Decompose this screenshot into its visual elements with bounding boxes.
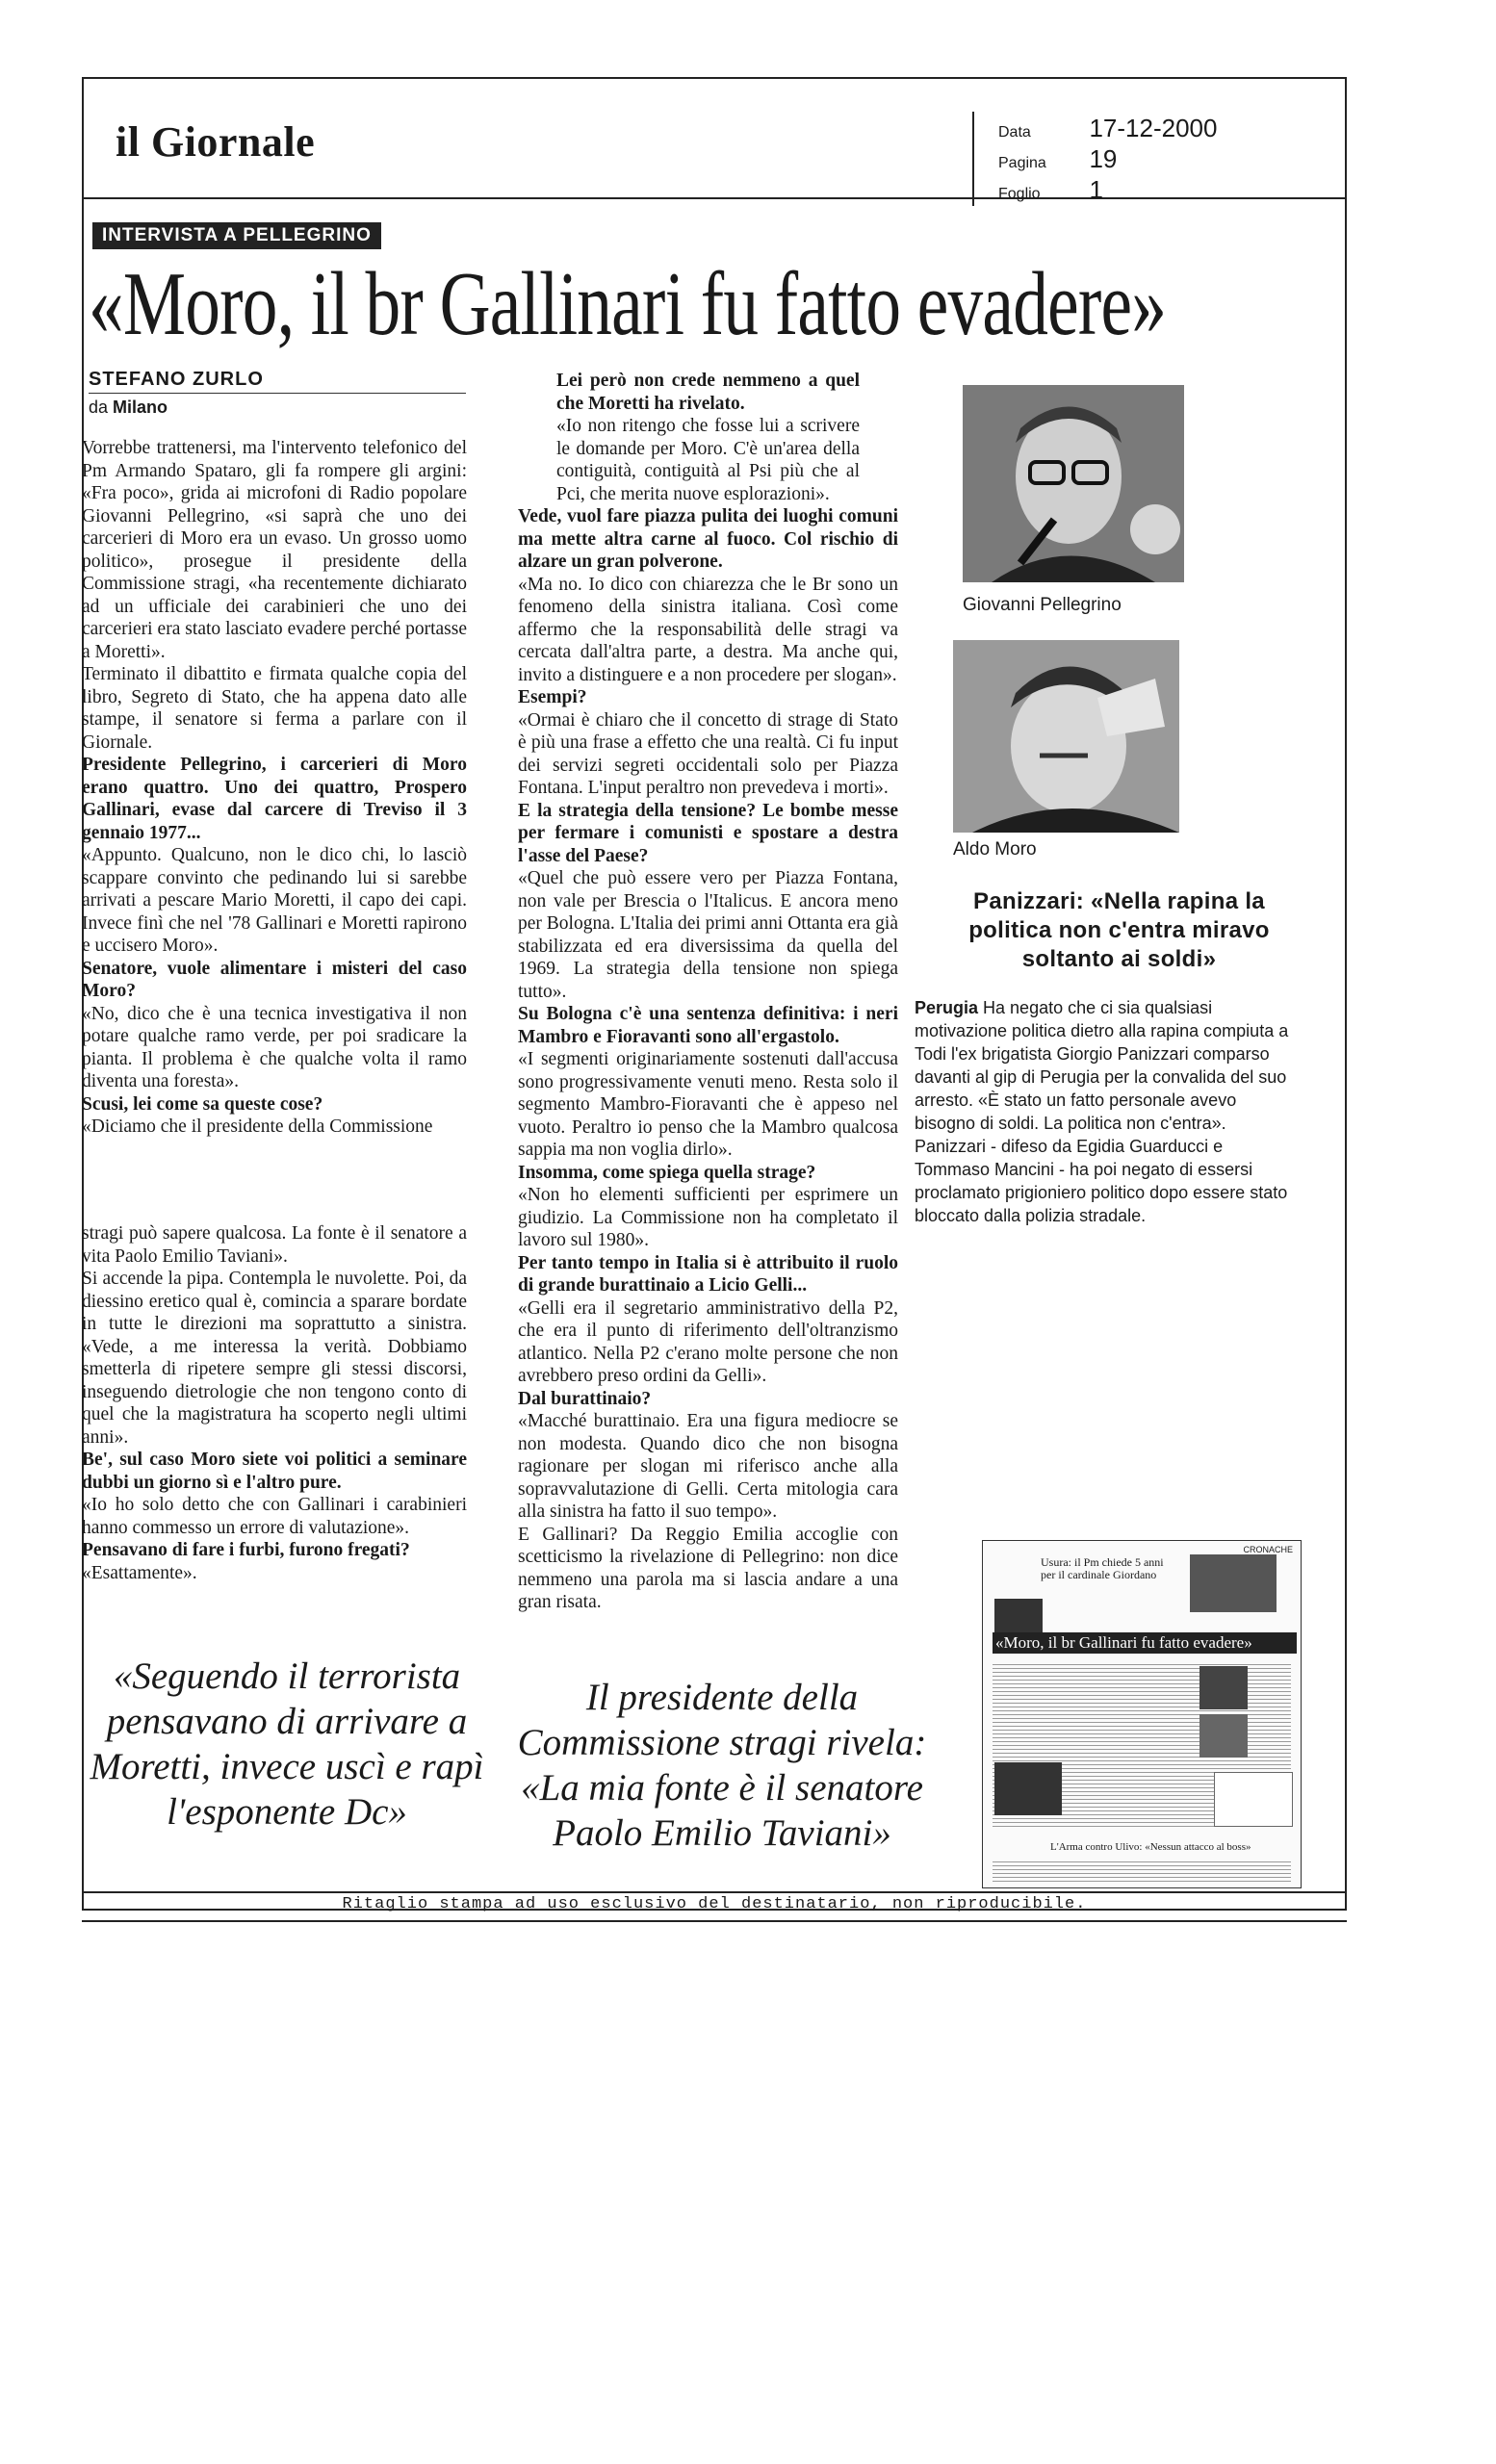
thumb-bottom-headline: L'Arma contro Ulivo: «Nessun attacco al boss»: [1050, 1841, 1251, 1853]
thumb-main-headline: «Moro, il br Gallinari fu fatto evadere»: [993, 1632, 1297, 1654]
byline: STEFANO ZURLO: [89, 369, 264, 390]
answer-paragraph: «Ormai è chiaro che il concetto di strage di Stato è più una frase a effetto che una realtà. Ci fu input dei servizi segreti occidentali solo per Piazza Fontana. L'input peraltro non prevedeva i morti».: [518, 709, 898, 798]
answer-paragraph: stragi può sapere qualcosa. La fonte è il senatore a vita Paolo Emilio Taviani».: [82, 1223, 467, 1267]
thumb-photo-mid: [1199, 1666, 1248, 1709]
meta-data-row: [998, 114, 1217, 143]
question-paragraph: Be', sul caso Moro siete voi politici a seminare dubbi un giorno sì e l'altro pure.: [82, 1450, 467, 1493]
answer-paragraph: «I segmenti originariamente sostenuti dall'accusa sono progressivamente venuti meno. Resta solo il segmento Mambro-Fioravanti che è appeso nel vuoto. Peraltro io penso che la Mambro qualcosa sappia ma non voglia dirlo».: [518, 1049, 898, 1160]
article-column-2: [518, 370, 898, 1614]
thumb-photo-mid2: [1199, 1714, 1248, 1758]
thumb-section: CRONACHE: [1243, 1545, 1293, 1554]
article-column-1: [82, 437, 467, 1139]
byline-rule: [89, 393, 466, 394]
dateline-prefix: da: [89, 398, 114, 417]
dateline-city: Milano: [113, 398, 168, 417]
caption-pellegrino: Giovanni Pellegrino: [963, 595, 1122, 615]
footer-rule-bottom: [82, 1920, 1347, 1922]
question-paragraph: Esempi?: [518, 687, 587, 707]
thumb-photo-top: [1190, 1554, 1277, 1612]
question-paragraph: Per tanto tempo in Italia si è attribuito il ruolo di grande burattinaio a Licio Gelli...: [518, 1252, 898, 1296]
article-column-1-continued: [82, 1222, 467, 1584]
answer-paragraph: «Gelli era il segretario amministrativo della P2, che era il punto di riferimento dell'oltranzismo atlantico. Nella P2 c'erano molte persone che non avrebbero preso ordini da Gelli».: [518, 1297, 898, 1386]
answer-paragraph: «Macché burattinaio. Era una figura mediocre se non modesta. Quando dico che non bisogna ragionare per slogan mi riferisco anche alla sopravvalutazione di Gelli. Certa mitologia cara alla sinistra ha fatto il suo tempo».: [518, 1411, 898, 1522]
question-paragraph: Dal burattinaio?: [518, 1388, 652, 1409]
pull-quote-1: «Seguendo il terrorista pensavano di arrivare a Moretti, invece uscì e rapì l'esponente Dc»: [90, 1656, 484, 1833]
meta-pagina-value: 19: [1089, 144, 1118, 173]
answer-paragraph: «Non ho elementi sufficienti per esprimere un giudizio. La Commissione non ha completato il lavoro sul 1980».: [518, 1185, 898, 1250]
headline: «Moro, il br Gallinari fu fatto evadere»: [89, 254, 1167, 354]
meta-pagina-row: [998, 144, 1117, 174]
answer-paragraph: Terminato il dibattito e firmata qualche copia del libro, Segreto di Stato, che ha appena dato alle stampe, il senatore si ferma a parlare con il Giornale.: [82, 664, 467, 753]
pellegrino-photo: [963, 385, 1184, 582]
question-paragraph: Presidente Pellegrino, i carcerieri di Moro erano quattro. Uno dei quattro, Prospero Gallinari, evase dal carcere di Treviso il 3 gennaio 1977...: [82, 755, 467, 843]
answer-paragraph: «Io ho solo detto che con Gallinari i carabinieri hanno commesso un errore di valutazione».: [82, 1495, 467, 1538]
thumb-bottom-text: [993, 1859, 1291, 1883]
meta-foglio-row: [998, 175, 1103, 205]
answer-paragraph: «Appunto. Qualcuno, non le dico chi, lo lasciò scappare convinto che pedinando lui si sarebbe arrivati a pescare Mario Moretti, il capo dei capi. Invece finì che nel '78 Gallinari e Moretti rapirono e uccisero Moro».: [82, 845, 467, 956]
answer-paragraph: «Diciamo che il presidente della Commissione: [82, 1116, 433, 1137]
answer-paragraph: «No, dico che è una tecnica investigativa il non potare qualche ramo verde, per poi sradicare la pianta. Il problema è che qualche volta il ramo diventa una foresta».: [82, 1003, 467, 1091]
thumb-photo-low: [994, 1762, 1062, 1815]
meta-box: [972, 112, 1350, 206]
page-thumbnail: [982, 1540, 1302, 1888]
thumb-box: [1214, 1772, 1293, 1827]
answer-paragraph: «Esattamente».: [82, 1562, 197, 1583]
question-paragraph: Lei però non crede nemmeno a quel che Moretti ha rivelato.: [556, 371, 860, 414]
sidebar-title: Panizzari: «Nella rapina la politica non c'entra miravo soltanto ai soldi»: [968, 888, 1270, 972]
answer-paragraph: Vorrebbe trattenersi, ma l'intervento telefonico del Pm Armando Spataro, gli fa rompere gli argini: «Fra poco», grida ai microfoni di Radio popolare Giovanni Pellegrino, «si saprà che uno dei carcerieri di Moro era un evaso. Un grosso uomo politico», prosegue il presidente della Commissione stragi, «ha recentemente dichiarato ad un ufficiale dei carabinieri che uno dei carcerieri era stato lasciato evadere perché portasse a Moretti».: [82, 438, 467, 662]
thumb-top-headline: Usura: il Pm chiede 5 anni per il cardinale Giordano: [1041, 1555, 1164, 1581]
answer-paragraph: «Io non ritengo che fosse lui a scrivere le domande per Moro. C'è un'area della contiguità, contiguità al Psi più che al Pci, che merita nuove esplorazioni».: [556, 416, 860, 504]
thumb-photo-left: [994, 1599, 1043, 1632]
question-paragraph: Scusi, lei come sa queste cose?: [82, 1093, 323, 1115]
question-paragraph: Vede, vuol fare piazza pulita dei luoghi comuni ma mette altra carne al fuoco. Col rischio di alzare un gran polverone.: [518, 506, 898, 572]
meta-data-label: Data: [998, 124, 1031, 141]
answer-paragraph: Si accende la pipa. Contempla le nuvolette. Poi, da diessino eretico qual è, comincia a sparare bordate in tutte le direzioni ma soprattutto a sinistra. «Vede, a me interessa la verità. Dobbiamo smetterla di ripetere sempre gli stessi discorsi, inseguendo dietrologie che non tengono conto di quel che la magistratura ha scoperto negli ultimi anni».: [82, 1269, 467, 1448]
kicker-label: INTERVISTA A PELLEGRINO: [92, 222, 381, 249]
caption-moro: Aldo Moro: [953, 839, 1037, 860]
sidebar-lead: Perugia: [915, 998, 979, 1017]
answer-paragraph: E Gallinari? Da Reggio Emilia accoglie con scetticismo la rivelazione di Pellegrino: non dice nemmeno una parola ma si lascia andare a una gran risata.: [518, 1524, 898, 1612]
pull-quote-2: Il presidente della Commissione stragi rivela: «La mia fonte è il senatore Paolo Emilio Taviani»: [517, 1677, 927, 1854]
meta-pagina-label: Pagina: [998, 155, 1046, 171]
moro-photo: [953, 640, 1179, 833]
question-paragraph: Insomma, come spiega quella strage?: [518, 1162, 816, 1183]
masthead: il Giornale: [116, 118, 316, 166]
meta-foglio-value: 1: [1089, 175, 1103, 204]
question-paragraph: Su Bologna c'è una sentenza definitiva: i neri Mambro e Fioravanti sono all'ergastolo.: [518, 1004, 898, 1047]
meta-foglio-label: Foglio: [998, 186, 1041, 202]
question-paragraph: Pensavano di fare i furbi, furono fregati?: [82, 1540, 410, 1560]
meta-data-value: 17-12-2000: [1089, 114, 1218, 142]
sidebar-text: Ha negato che ci sia qualsiasi motivazione politica dietro alla rapina compiuta a Todi l'ex brigatista Giorgio Panizzari comparso davanti al gip di Perugia per la convalida del suo arresto. «È stato un fatto personale avevo bisogno di soldi. La politica non c'entra». Panizzari - difeso da Egidia Guarducci e Tommaso Mancini - ha poi negato di essersi proclamato prigioniero politico dopo essere stato bloccato dalla polizia stradale.: [915, 998, 1289, 1225]
answer-paragraph: «Quel che può essere vero per Piazza Fontana, non vale per Brescia o l'Italicus. E ancora meno per Bologna. L'Italia dei primi anni Ottanta era già stabilizzata ed era diversissima da quella del 1969. La strategia della tensione non spiega tutto».: [518, 868, 898, 1002]
footer-notice: Ritaglio stampa ad uso esclusivo del destinatario, non riproducibile.: [342, 1895, 1087, 1913]
answer-paragraph: «Ma no. Io dico con chiarezza che le Br sono un fenomeno della sinistra italiana. Così come affermo che la responsabilità delle stragi va cercata dall'altra parte, a destra. Ma anche qui, invito a distinguere e a non procedere per slogan».: [518, 574, 898, 685]
question-paragraph: Senatore, vuole alimentare i misteri del caso Moro?: [82, 958, 467, 1001]
sidebar-body: [915, 996, 1295, 1227]
dateline: [89, 398, 168, 418]
question-paragraph: E la strategia della tensione? Le bombe messe per fermare i comunisti e spostare a destra l'asse del Paese?: [518, 800, 898, 866]
